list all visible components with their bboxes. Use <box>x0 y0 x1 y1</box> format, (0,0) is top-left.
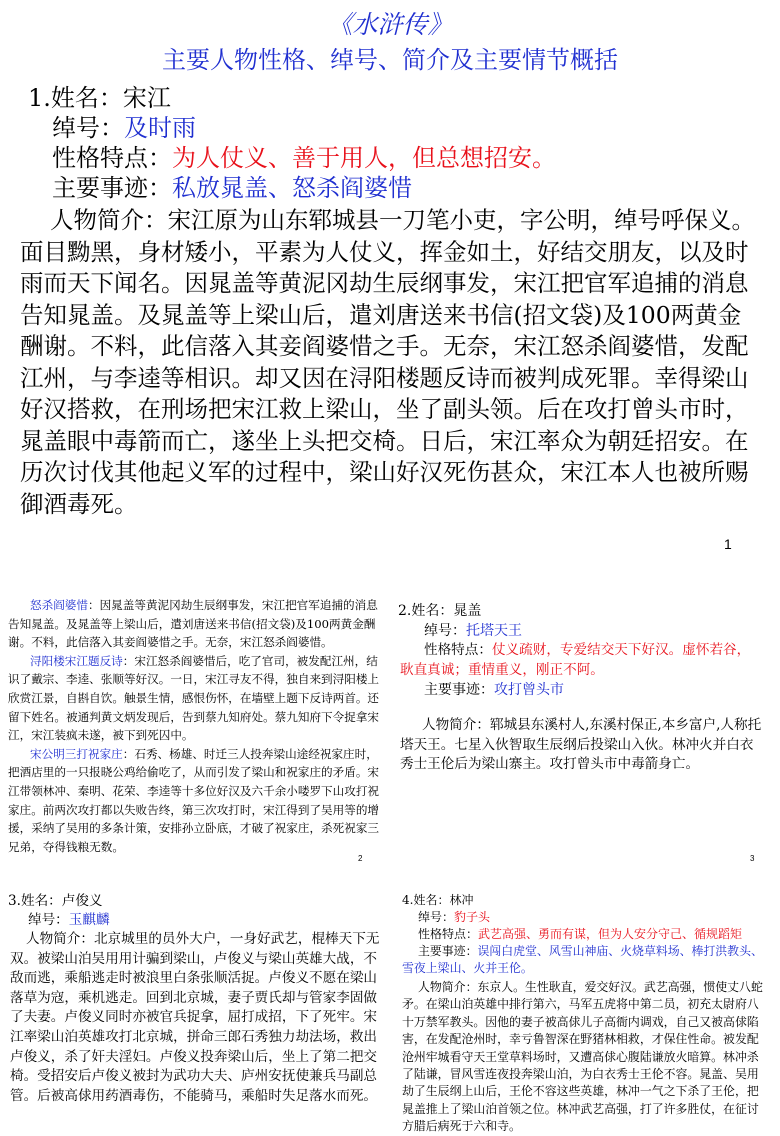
slide-5 <box>392 880 780 1134</box>
name-label: 4.姓名： <box>402 893 450 907</box>
nickname-label: 绰号： <box>28 912 69 928</box>
nickname-value: 托塔天王 <box>466 623 522 639</box>
slide-4 <box>0 880 388 1102</box>
name-label: 2.姓名： <box>398 603 454 619</box>
trait-value: 武艺高强、勇而有谋，但为人安分守己、循规蹈矩 <box>478 927 743 941</box>
event-value: 攻打曾头市 <box>494 682 564 698</box>
plot-paragraph <box>8 596 380 652</box>
page-number: 3 <box>750 854 755 863</box>
trait-value: 为人仗义、善于用人，但总想招安。 <box>172 144 556 172</box>
plot-text: ：因晁盖等黄泥冈劫生辰纲事发，宋江把官军追捕的消息告知晁盖。及晁盖等上梁山后，遣刘唐送来书信(招文袋)及100两黄金酬谢。不料，此信落入其妾阎婆惜之手。无奈，宋江怒杀阎婆惜。 <box>8 598 378 650</box>
nickname-label: 绰号： <box>52 114 124 142</box>
trait-label: 性格特点： <box>418 927 479 941</box>
name-value: 宋江 <box>122 84 171 112</box>
nickname-value: 玉麒麟 <box>68 912 110 928</box>
nickname-value: 豹子头 <box>454 910 491 924</box>
page-number: 2 <box>358 854 363 863</box>
event-label: 主要事迹： <box>418 944 478 958</box>
trait-label: 性格特点： <box>52 144 172 172</box>
name-line <box>28 83 171 113</box>
nickname-line <box>52 113 196 143</box>
event-line <box>402 943 770 978</box>
nickname-line <box>424 622 522 641</box>
character-intro: 人物简介：宋江原为山东郓城县一刀笔小吏，字公明，绰号呼保义。面目黝黑，身材矮小，平素为人仗义，挥金如土，好结交朋友，以及时雨而天下闻名。因晁盖等黄泥冈劫生辰纲事发，宋江把官军追捕的消息告知晁盖。及晁盖等上梁山后，遣刘唐送来书信(招文袋)及100两黄金酬谢。不料，此信落入其妾阎婆惜之手。无奈，宋江怒杀阎婆惜，发配江州，与李逵等相识。却又因在浔阳楼题反诗而被判成死罪。幸得梁山好汉搭救，在刑场把宋江救上梁山，坐了副头领。后在攻打曾头市时，晁盖眼中毒箭而亡，遂坐上头把交椅。日后，宋江率众为朝廷招安。在历次讨伐其他起义军的过程中，梁山好汉死伤甚众，宋江本人也被所赐御酒毒死。 <box>20 206 755 518</box>
event-line <box>424 681 564 700</box>
plot-heading: 宋公明三打祝家庄 <box>30 746 123 761</box>
name-value: 林冲 <box>449 893 474 907</box>
name-value: 卢俊义 <box>61 893 103 909</box>
trait-value: 仗义疏财，专爱结交天下好汉。虚怀若谷，耿直真诚；重情重义，刚正不阿。 <box>400 642 751 678</box>
event-label: 主要事迹： <box>424 682 494 698</box>
nickname-label: 绰号： <box>418 910 455 924</box>
plot-paragraph <box>8 745 380 857</box>
event-value: 私放晁盖、怒杀阎婆惜 <box>172 174 412 202</box>
plot-heading: 怒杀阎婆惜 <box>30 598 88 612</box>
character-intro: 人物简介：北京城里的员外大户，一身好武艺，棍棒天下无双。被梁山泊吴用用计骗到梁山，卢俊义与梁山英雄大战，不敌而逃，乘船逃走时被浪里白条张顺活捉。卢俊义不愿在梁山落草为寇，乘机逃走。回到北京城，妻子贾氏却与管家李固做了夫妻。卢俊义同时亦被官兵捉拿，屈打成招，下了死牢。宋江率梁山泊英雄攻打北京城，拼命三郎石秀独力劫法场，救出卢俊义，杀了奸夫淫妇。卢俊义投奔梁山后，坐上了第二把交椅。受招安后卢俊义被封为武功大夫、庐州安抚使兼兵马副总管。后被高俅用药酒毒伤，不能骑马，乘船时失足落水而死。 <box>10 931 380 1104</box>
character-intro: 人物简介：东京人。生性耿直，爱交好汉。武艺高强，惯使丈八蛇矛。在梁山泊英雄中排行第六，马军五虎将中第二员，初充太尉府八十万禁军教头。因他的妻子被高俅儿子高衙内调戏，自己又被高俅陷害，在发配沧州时，幸亏鲁智深在野猪林相救，才保住性命。被发配沧州牢城看守天王堂草料场时，又遭高俅心腹陆谦放火暗算。林冲杀了陆谦，冒风雪连夜投奔梁山泊，为白衣秀士王伦不容。晁盖、吴用劫了生辰纲上山后，王伦不容这些英雄，林冲一气之下杀了王伦，把晁盖推上了梁山泊首领之位。林冲武艺高强，打了许多胜仗，在征讨方腊后病死于六和寺。 <box>402 980 763 1134</box>
slide-subtitle: 主要人物性格、绰号、简介及主要情节概括 <box>162 46 618 74</box>
nickname-label: 绰号： <box>424 623 466 639</box>
name-label: 3.姓名： <box>8 893 62 909</box>
name-line <box>8 892 103 911</box>
plot-text: ：石秀、杨雄、时迁三人投奔梁山途经祝家庄时，把酒店里的一只报晓公鸡给偷吃了，从而引发了梁山和祝家庄的矛盾。宋江带领林冲、秦明、花荣、李逵等十多位好汉及六千余小喽罗下山攻打祝家庄。前两次攻打都以失败告终，第三次攻打时，宋江得到了吴用等的增援，采纳了吴用的多条计策，安排孙立卧底，才破了祝家庄，杀死祝家三兄弟，夺得钱粮无数。 <box>8 746 380 854</box>
slide-3 <box>392 582 780 874</box>
event-label: 主要事迹： <box>52 174 172 202</box>
trait-line <box>52 143 556 173</box>
event-line <box>52 173 412 203</box>
book-title: 《水浒传》 <box>327 10 453 39</box>
plot-text: ：宋江怒杀阎婆惜后，吃了官司，被发配江州，结识了戴宗、李逵、张顺等好汉。一日，宋江寻友不得，独自来到浔阳楼上欣赏江景，自斟自饮。触景生情，感恨伤怀，在墙壁上题下反诗两首。还留下姓名。被通判黄文炳发现后，告到蔡九知府处。蔡九知府下令捉拿宋江，宋江装疯未遂，被下到死囚中。 <box>8 653 380 743</box>
nickname-line <box>28 911 110 930</box>
page-number: 1 <box>724 536 732 552</box>
nickname-line <box>418 909 490 926</box>
name-line <box>402 892 473 909</box>
trait-label: 性格特点： <box>424 642 492 658</box>
trait-line <box>418 926 742 943</box>
name-line <box>398 602 481 621</box>
character-intro: 人物简介：郓城县东溪村人,东溪村保正,本乡富户,人称托塔天王。七星入伙智取生辰纲后投梁山入伙。林冲火并白衣秀士王伦后为梁山寨主。攻打曾头市中毒箭身亡。 <box>400 717 762 772</box>
plot-paragraph <box>8 652 380 745</box>
plot-summary <box>8 596 380 856</box>
nickname-value: 及时雨 <box>124 114 196 142</box>
plot-heading: 浔阳楼宋江题反诗 <box>30 653 123 668</box>
name-label: 1.姓名： <box>28 84 123 112</box>
event-value: 误闯白虎堂、风雪山神庙、火烧草料场、棒打洪教头、雪夜上梁山、火并王伦。 <box>402 944 763 976</box>
slide-1 <box>0 0 780 560</box>
slide-2 <box>0 582 388 874</box>
trait-line <box>400 641 762 680</box>
name-value: 晁盖 <box>453 603 482 619</box>
